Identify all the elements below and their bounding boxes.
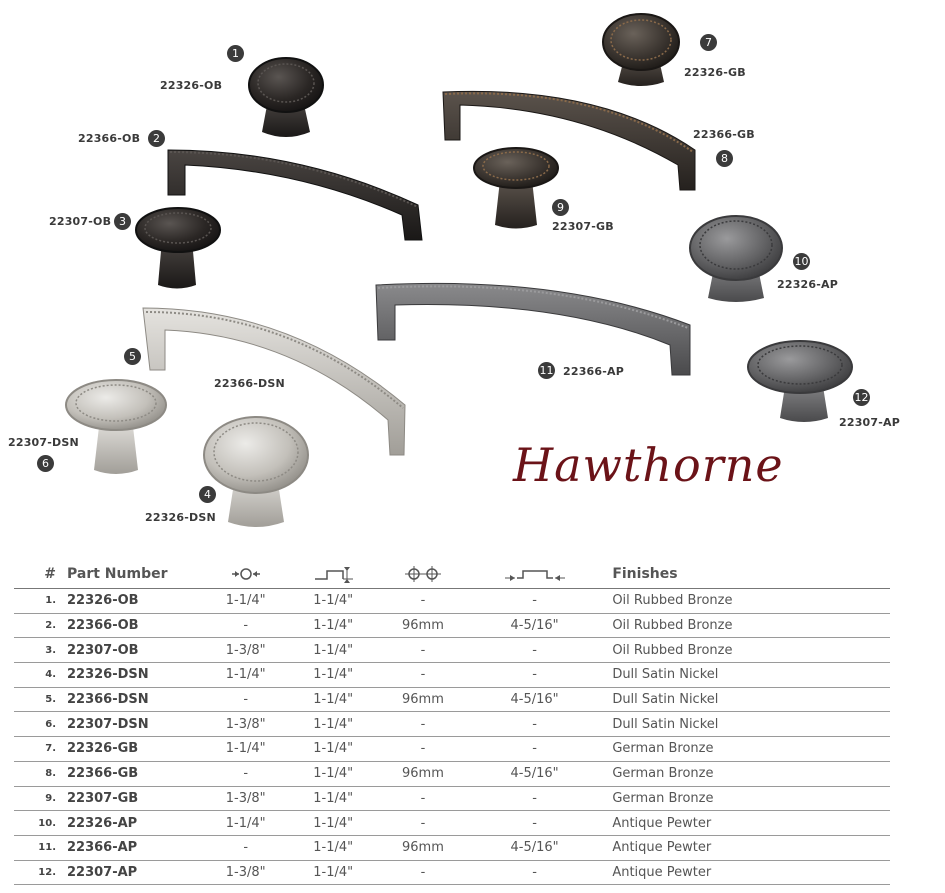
spec-table	[14, 560, 890, 885]
row-number: 4.	[14, 663, 67, 688]
part-label: 22307-GB	[552, 220, 614, 233]
row-number: 2.	[14, 613, 67, 638]
row-overall-length: -	[469, 786, 601, 811]
part-label: 22326-OB	[160, 79, 223, 92]
row-number: 5.	[14, 687, 67, 712]
row-overall-length: 4-5/16"	[469, 761, 601, 786]
part-label: 22326-GB	[684, 66, 746, 79]
row-part-number: 22326-DSN	[67, 663, 202, 688]
row-diameter: -	[202, 835, 289, 860]
row-part-number: 22366-OB	[67, 613, 202, 638]
row-projection: 1-1/4"	[289, 638, 377, 663]
row-center-to-center: 96mm	[377, 687, 469, 712]
row-part-number: 22366-GB	[67, 761, 202, 786]
center-to-center-icon	[405, 566, 441, 582]
part-label: 22366-OB	[78, 132, 141, 145]
row-diameter: 1-3/8"	[202, 638, 289, 663]
item-number-badge: 5	[124, 348, 141, 365]
row-center-to-center: -	[377, 663, 469, 688]
row-center-to-center: -	[377, 860, 469, 885]
row-number: 3.	[14, 638, 67, 663]
row-number: 1.	[14, 589, 67, 614]
row-projection: 1-1/4"	[289, 737, 377, 762]
item-number-badge: 8	[716, 150, 733, 167]
row-diameter: 1-1/4"	[202, 811, 289, 836]
row-finish: German Bronze	[600, 761, 890, 786]
row-finish: Dull Satin Nickel	[600, 712, 890, 737]
row-number: 12.	[14, 860, 67, 885]
row-projection: 1-1/4"	[289, 663, 377, 688]
table-row	[14, 663, 890, 688]
overall-length-icon	[505, 567, 565, 581]
knob-22326-dsn-image	[204, 417, 308, 527]
item-number-badge: 2	[148, 130, 165, 147]
header-number: #	[14, 560, 67, 589]
row-diameter: 1-3/8"	[202, 712, 289, 737]
part-label: 22326-DSN	[145, 511, 216, 524]
row-finish: Oil Rubbed Bronze	[600, 638, 890, 663]
row-diameter: 1-3/8"	[202, 860, 289, 885]
header-finishes: Finishes	[600, 560, 890, 589]
row-overall-length: -	[469, 712, 601, 737]
row-overall-length: -	[469, 737, 601, 762]
row-center-to-center: 96mm	[377, 835, 469, 860]
table-row	[14, 589, 890, 614]
row-projection: 1-1/4"	[289, 786, 377, 811]
knob-22307-gb-image	[474, 148, 558, 229]
row-overall-length: -	[469, 589, 601, 614]
row-center-to-center: -	[377, 786, 469, 811]
table-row	[14, 638, 890, 663]
row-overall-length: 4-5/16"	[469, 835, 601, 860]
projection-icon	[313, 565, 353, 583]
row-finish: Dull Satin Nickel	[600, 687, 890, 712]
part-label: 22366-AP	[563, 365, 625, 378]
row-diameter: -	[202, 687, 289, 712]
row-projection: 1-1/4"	[289, 613, 377, 638]
header-projection	[289, 560, 377, 589]
row-center-to-center: 96mm	[377, 761, 469, 786]
row-center-to-center: -	[377, 638, 469, 663]
row-projection: 1-1/4"	[289, 589, 377, 614]
item-number-badge: 4	[199, 486, 216, 503]
row-number: 11.	[14, 835, 67, 860]
table-row	[14, 786, 890, 811]
table-row	[14, 761, 890, 786]
row-finish: Antique Pewter	[600, 835, 890, 860]
row-number: 10.	[14, 811, 67, 836]
row-finish: German Bronze	[600, 786, 890, 811]
brand-title: Hawthorne	[513, 438, 784, 492]
row-center-to-center: -	[377, 737, 469, 762]
row-part-number: 22307-OB	[67, 638, 202, 663]
knob-22307-ob-image	[136, 208, 220, 289]
row-diameter: -	[202, 761, 289, 786]
row-center-to-center: -	[377, 589, 469, 614]
part-label: 22366-DSN	[214, 377, 285, 390]
row-part-number: 22326-OB	[67, 589, 202, 614]
item-number-badge: 11	[539, 364, 554, 377]
row-center-to-center: -	[377, 712, 469, 737]
row-overall-length: 4-5/16"	[469, 687, 601, 712]
table-row	[14, 737, 890, 762]
table-row	[14, 860, 890, 885]
item-number-badge: 9	[552, 199, 569, 216]
row-projection: 1-1/4"	[289, 712, 377, 737]
row-finish: Antique Pewter	[600, 811, 890, 836]
header-diameter	[202, 560, 289, 589]
item-number-badge: 1	[227, 45, 244, 62]
row-finish: Oil Rubbed Bronze	[600, 613, 890, 638]
row-overall-length: -	[469, 811, 601, 836]
pull-22366-ap-image	[376, 283, 690, 375]
row-diameter: 1-3/8"	[202, 786, 289, 811]
item-number-badge: 7	[700, 34, 717, 51]
row-finish: German Bronze	[600, 737, 890, 762]
row-overall-length: -	[469, 860, 601, 885]
row-diameter: 1-1/4"	[202, 737, 289, 762]
item-number-badge: 10	[794, 255, 809, 268]
table-row	[14, 712, 890, 737]
row-diameter: 1-1/4"	[202, 589, 289, 614]
header-center-to-center	[377, 560, 469, 589]
row-projection: 1-1/4"	[289, 761, 377, 786]
item-number-badge: 12	[854, 391, 869, 404]
table-header-row	[14, 560, 890, 589]
part-label: 22326-AP	[777, 278, 839, 291]
row-center-to-center: -	[377, 811, 469, 836]
row-projection: 1-1/4"	[289, 811, 377, 836]
row-projection: 1-1/4"	[289, 835, 377, 860]
part-label: 22307-OB	[49, 215, 112, 228]
row-finish: Dull Satin Nickel	[600, 663, 890, 688]
row-part-number: 22307-DSN	[67, 712, 202, 737]
diameter-icon	[232, 567, 260, 581]
table-row	[14, 835, 890, 860]
table-row	[14, 687, 890, 712]
knob-22326-ap-image	[690, 216, 782, 302]
table-row	[14, 811, 890, 836]
knob-22307-ap-image	[748, 341, 852, 422]
row-center-to-center: 96mm	[377, 613, 469, 638]
row-number: 6.	[14, 712, 67, 737]
row-part-number: 22307-GB	[67, 786, 202, 811]
knob-22326-ob-image	[249, 58, 323, 137]
item-number-badge: 6	[37, 455, 54, 472]
row-finish: Oil Rubbed Bronze	[600, 589, 890, 614]
row-projection: 1-1/4"	[289, 687, 377, 712]
item-number-badge: 3	[114, 213, 131, 230]
row-part-number: 22326-GB	[67, 737, 202, 762]
row-overall-length: -	[469, 663, 601, 688]
row-number: 9.	[14, 786, 67, 811]
row-overall-length: -	[469, 638, 601, 663]
header-part-number: Part Number	[67, 560, 202, 589]
row-number: 7.	[14, 737, 67, 762]
knob-22307-dsn-image	[66, 380, 166, 474]
row-number: 8.	[14, 761, 67, 786]
row-part-number: 22366-DSN	[67, 687, 202, 712]
part-label: 22307-DSN	[8, 436, 79, 449]
row-overall-length: 4-5/16"	[469, 613, 601, 638]
knob-22326-gb-image	[603, 14, 679, 86]
row-diameter: 1-1/4"	[202, 663, 289, 688]
row-part-number: 22307-AP	[67, 860, 202, 885]
row-part-number: 22366-AP	[67, 835, 202, 860]
part-label: 22366-GB	[693, 128, 755, 141]
row-part-number: 22326-AP	[67, 811, 202, 836]
row-finish: Antique Pewter	[600, 860, 890, 885]
table-row	[14, 613, 890, 638]
part-label: 22307-AP	[839, 416, 901, 429]
row-diameter: -	[202, 613, 289, 638]
row-projection: 1-1/4"	[289, 860, 377, 885]
header-overall-length	[469, 560, 601, 589]
